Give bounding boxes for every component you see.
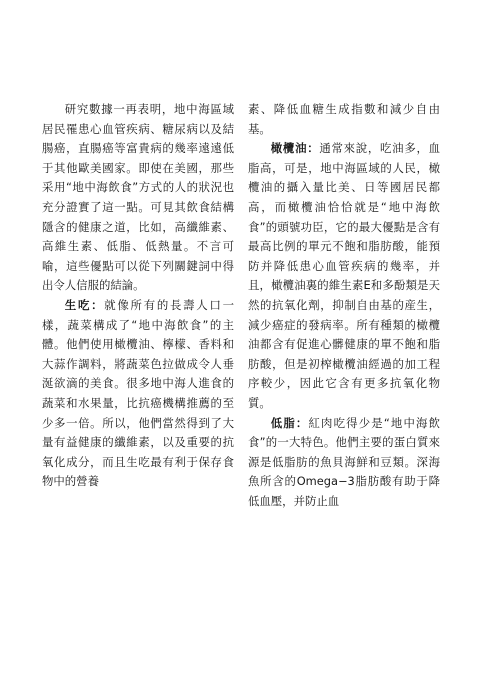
raw-eating-paragraph — [42, 296, 234, 492]
raw-eating-text: 就像所有的長壽人口一樣，蔬菜構成了“地中海飲食”的主體。他們使用橄欖油、檸檬、香料和大蒜作調料，將蔬菜色拉做成令人垂涎欲滴的美食。很多地中海人進食的蔬菜和水果量，比抗癌機構推薦的至少多一倍。所以，他們當然得到了大量有益健康的纖維素，以及重要的抗氧化成分，而且生吃最有利于保存食物中的營養 — [42, 297, 234, 489]
low-fat-text: 紅肉吃得少是“地中海飲食”的一大特色。他們主要的蛋白質來源是低脂肪的魚貝海鮮和豆類。深海魚所含的Omega−3脂肪酸有助于降低血壓，并防止血 — [248, 415, 440, 508]
olive-oil-text: 通常來說，吃油多，血脂高，可是，地中海區域的人民，橄欖油的攝入量比美、日等國居民都高，而橄欖油恰恰就是“地中海飲食”的頭號功臣，它的最大優點是含有最高比例的單元不飽和脂肪酸，能預防并降低患心血管疾病的幾率，并且，橄欖油裏的維生素E和多酚類是天然的抗氧化劑，抑制自由基的産生，減少癌症的發病率。所有種類的橄欖油都含有促進心髒健康的單不飽和脂肪酸，但是初榨橄欖油經過的加工程序較少，因此它含有更多抗氧化物質。 — [248, 141, 440, 410]
low-fat-paragraph — [248, 414, 440, 512]
left-column — [42, 100, 234, 492]
raw-eating-continuation: 素、降低血糖生成指數和減少自由基。 — [248, 102, 440, 136]
raw-eating-keyword: 生吃： — [64, 297, 105, 312]
intro-paragraph: 研究數據一再表明，地中海區域居民罹患心血管疾病、糖尿病以及結腸癌，直腸癌等富貴病的幾率遠遠低于其他歐美國家。即使在美國，那些采用“地中海飲食”方式的人的狀況也充分證實了這一點。可見其飲食結構隱含的健康之道，比如，高纖維素、高維生素、低脂、低熱量。不言可喻，這些優點可以從下列關鍵詞中得出令人信服的結論。 — [42, 102, 234, 293]
right-column — [248, 100, 440, 511]
low-fat-keyword: 低脂： — [270, 415, 309, 430]
olive-oil-paragraph — [248, 139, 440, 413]
olive-oil-keyword: 橄欖油： — [270, 141, 320, 156]
